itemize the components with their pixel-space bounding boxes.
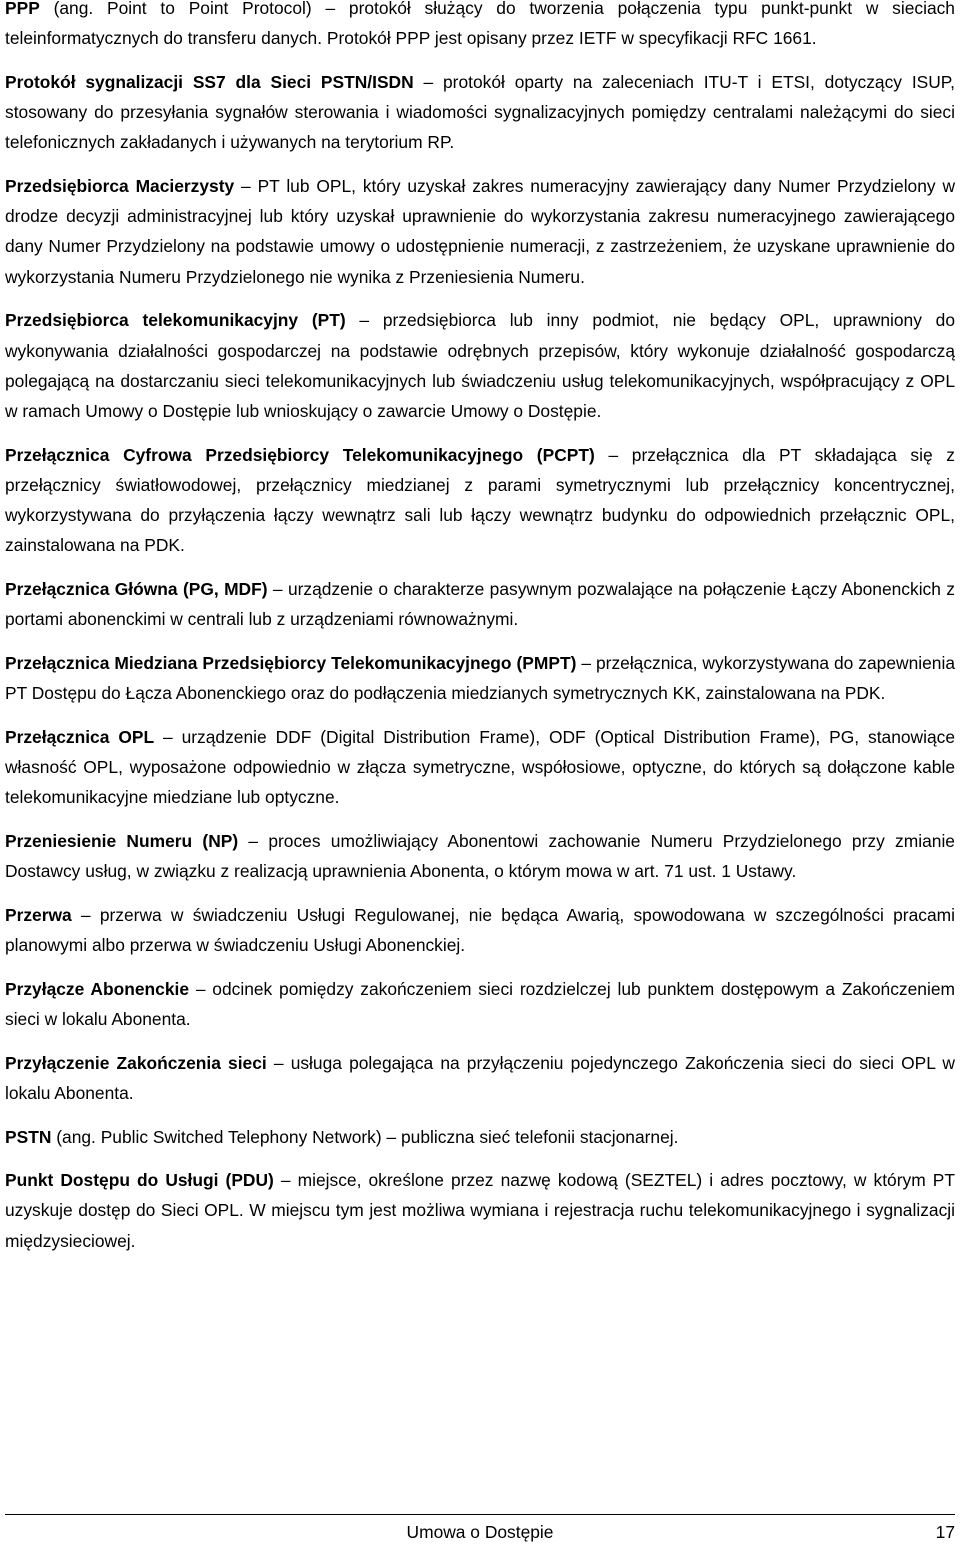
separator: – (189, 978, 213, 999)
page-footer (5, 1514, 955, 1546)
separator: – (594, 444, 632, 465)
definition-text: (ang. Point to Point Protocol) – protokół służący do tworzenia połączenia typu punkt-punkt w sieciach teleinformatycznych do transferu danych. Protokół PPP jest opisany przez IETF w specyfikacji RFC 1661. (5, 0, 955, 49)
separator: – (413, 71, 444, 92)
definition-text: przerwa w świadczeniu Usługi Regulowanej, nie będąca Awarią, spowodowana w szczególności pracami planowymi albo przerwa w świadczeniu Usługi Abonenckiej. (5, 904, 955, 955)
definition-term: Przerwa (5, 904, 72, 925)
definition-text: przedsiębiorca lub inny podmiot, nie będący OPL, uprawniony do wykonywania działalności gospodarczej na podstawie odrębnych przepisów, który wykonuje działalność gospodarczą polegającą na dostarczaniu sieci telekomunikacyjnych lub świadczeniu usług telekomunikacyjnych, współpracujący z OPL w ramach Umowy o Dostępie lub wnioskujący o zawarcie Umowy o Dostępie. (5, 310, 955, 421)
definition-entry (5, 171, 955, 292)
definition-text: odcinek pomiędzy zakończeniem sieci rozdzielczej lub punktem dostępowym a Zakończeniem sieci w lokalu Abonenta. (5, 978, 955, 1029)
definition-entry (5, 440, 955, 561)
separator: – (267, 578, 288, 599)
definition-text: przełącznica dla PT składająca się z przełącznicy światłowodowej, przełącznicy miedzianej z parami symetrycznymi lub przełącznicy koncentrycznej, wykorzystywana do przyłączenia łączy wewnątrz sali lub łączy wewnątrz budynku do odpowiednich przełącznic OPL, zainstalowana na PDK. (5, 444, 956, 556)
definition-text: przełącznica, wykorzystywana do zapewnienia PT Dostępu do Łącza Abonenckiego oraz do podłączenia miedzianych symetrycznych KK, zainstalowana na PDK. (5, 652, 955, 704)
definition-entry (5, 305, 955, 426)
separator: – (266, 1052, 291, 1073)
definition-text: usługa polegająca na przyłączeniu pojedynczego Zakończenia sieci do sieci OPL w lokalu Abonenta. (5, 1052, 955, 1103)
definition-text: protokół oparty na zaleceniach ITU-T i ETSI, dotyczący ISUP, stosowany do przesyłania sygnałów sterowania i wiadomości sygnalizacyjnych pomiędzy centralami należącymi do sieci telefonicznych zakładanych i używanych na terytorium RP. (5, 71, 955, 153)
definition-entry (5, 900, 955, 960)
definition-entry (5, 1048, 955, 1108)
footer-title: Umowa o Dostępie (406, 1522, 554, 1542)
document-body (5, 0, 955, 1269)
definition-entry (5, 974, 955, 1034)
definition-term: Przedsiębiorca Macierzysty (5, 176, 235, 197)
page-number: 17 (935, 1522, 955, 1542)
definition-term: Przedsiębiorca telekomunikacyjny (PT) (5, 310, 346, 331)
separator: – (345, 310, 383, 331)
definition-entry (5, 722, 955, 813)
separator: – (234, 176, 258, 197)
separator: – (576, 652, 596, 673)
definition-term: Przeniesienie Numeru (NP) (5, 830, 239, 851)
definition-term: Przełącznica Miedziana Przedsiębiorcy Telekomunikacyjnego (PMPT) (5, 652, 577, 673)
definition-text: urządzenie o charakterze pasywnym pozwalające na połączenie Łączy Abonenckich z portami abonenckimi w centrali lub z urządzeniami równoważnymi. (5, 578, 955, 630)
definition-text: proces umożliwiający Abonentowi zachowanie Numeru Przydzielonego przy zmianie Dostawcy usług, w związku z realizacją uprawnienia Abonenta, o którym mowa w art. 71 ust. 1 Ustawy. (5, 830, 955, 882)
definition-entry (5, 1165, 955, 1256)
definition-term: PSTN (5, 1126, 52, 1147)
separator: – (273, 1170, 298, 1191)
definition-text: miejsce, określone przez nazwę kodową (SEZTEL) i adres pocztowy, w którym PT uzyskuje dostęp do Sieci OPL. W miejscu tym jest możliwa wymiana i rejestracja ruchu telekomunikacyjnego i sygnalizacji międzysieciowej. (5, 1170, 955, 1251)
definition-text: PT lub OPL, który uzyskał zakres numeracyjny zawierający dany Numer Przydzielony w drodze decyzji administracyjnej lub który uzyskał uprawnienie do wykorzystania zakresu numeracyjnego zawierającego dany Numer Przydzielony na podstawie umowy o udostępnienie numeracji, z zastrzeżeniem, że uzyskane uprawnienie do wykorzystania Numeru Przydzielonego nie wynika z Przeniesienia Numeru. (5, 176, 955, 287)
separator (40, 0, 54, 18)
definition-term: Przełącznica OPL (5, 726, 155, 747)
definition-entry (5, 0, 955, 53)
definition-text: (ang. Public Switched Telephony Network) – publiczna sieć telefonii stacjonarnej. (56, 1126, 679, 1147)
separator: – (238, 830, 269, 851)
definition-entry (5, 67, 955, 158)
definition-text: urządzenie DDF (Digital Distribution Frame), ODF (Optical Distribution Frame), PG, stanowiące własność OPL, wyposażone odpowiednio w złącza symetryczne, współosiowe, optyczne, do których są dołączone kable telekomunikacyjne miedziane lub optyczne. (5, 726, 956, 808)
definition-entry (5, 574, 955, 634)
definition-entry (5, 826, 955, 886)
definition-entry (5, 1122, 955, 1152)
definition-term: PPP (5, 0, 40, 18)
separator: – (154, 726, 182, 747)
separator: – (71, 904, 100, 925)
definition-term: Przełącznica Główna (PG, MDF) (5, 578, 268, 599)
definition-term: Punkt Dostępu do Usługi (PDU) (5, 1170, 274, 1191)
definition-term: Przełącznica Cyfrowa Przedsiębiorcy Telekomunikacyjnego (PCPT) (5, 444, 595, 465)
definition-term: Protokół sygnalizacji SS7 dla Sieci PSTN/ISDN (5, 71, 414, 92)
definition-term: Przyłącze Abonenckie (5, 978, 190, 999)
definition-term: Przyłączenie Zakończenia sieci (5, 1052, 267, 1073)
definition-entry (5, 648, 955, 708)
